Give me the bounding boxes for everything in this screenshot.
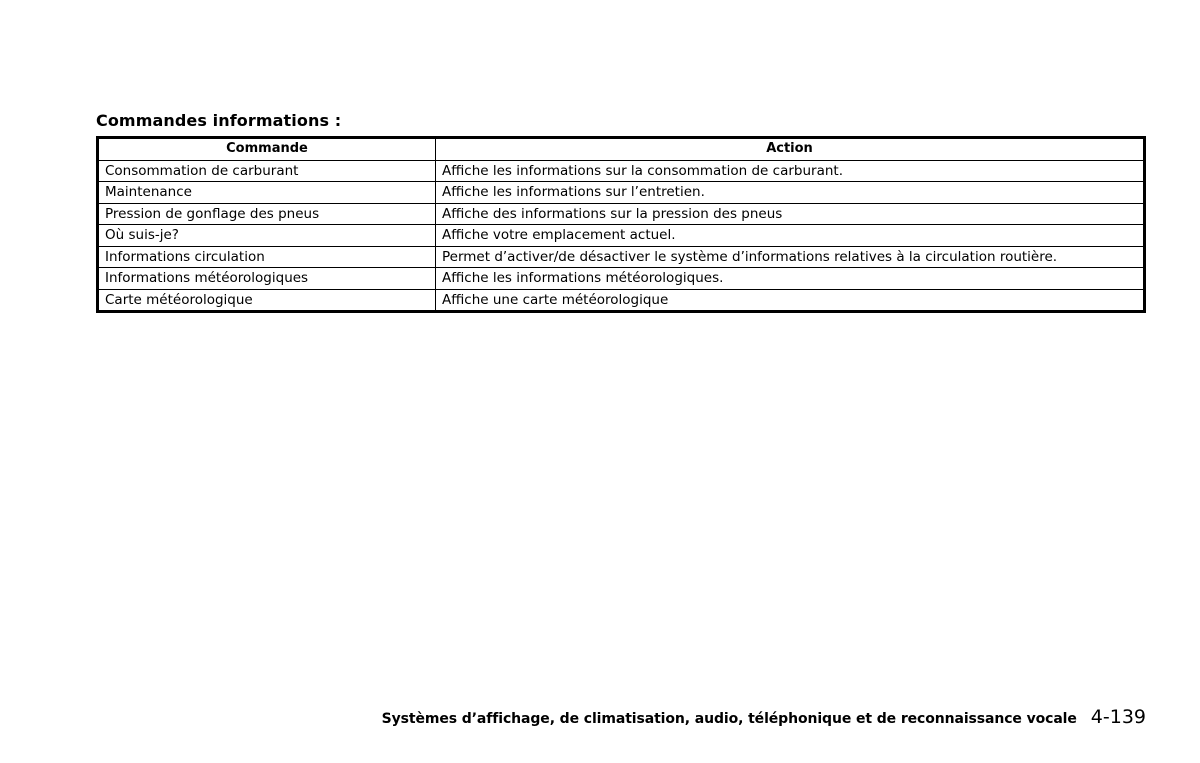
page-footer bbox=[382, 706, 1146, 728]
commands-table bbox=[96, 136, 1146, 313]
cell-action: Affiche des informations sur la pression des pneus bbox=[436, 203, 1145, 225]
table-header-row bbox=[98, 138, 1145, 161]
cell-commande: Carte météorologique bbox=[98, 289, 436, 312]
cell-action: Affiche une carte météorologique bbox=[436, 289, 1145, 312]
cell-commande: Informations circulation bbox=[98, 246, 436, 268]
table-row bbox=[98, 182, 1145, 204]
table-row bbox=[98, 225, 1145, 247]
cell-action: Permet d’activer/de désactiver le système d’informations relatives à la circulation routière. bbox=[436, 246, 1145, 268]
chapter-title: Systèmes d’affichage, de climatisation, audio, téléphonique et de reconnaissance vocale bbox=[381, 711, 1077, 727]
cell-action: Affiche les informations sur l’entretien. bbox=[436, 182, 1145, 204]
page-number: 4-139 bbox=[1090, 706, 1146, 728]
cell-action: Affiche votre emplacement actuel. bbox=[436, 225, 1145, 247]
table-row bbox=[98, 160, 1145, 182]
table-row bbox=[98, 289, 1145, 312]
table-row bbox=[98, 203, 1145, 225]
cell-commande: Où suis-je? bbox=[98, 225, 436, 247]
cell-action: Affiche les informations météorologiques. bbox=[436, 268, 1145, 290]
cell-commande: Informations météorologiques bbox=[98, 268, 436, 290]
cell-action: Affiche les informations sur la consommation de carburant. bbox=[436, 160, 1145, 182]
section-title: Commandes informations : bbox=[96, 111, 342, 130]
column-header-action: Action bbox=[436, 138, 1145, 161]
cell-commande: Consommation de carburant bbox=[98, 160, 436, 182]
cell-commande: Pression de gonflage des pneus bbox=[98, 203, 436, 225]
table-row bbox=[98, 246, 1145, 268]
column-header-commande: Commande bbox=[98, 138, 436, 161]
cell-commande: Maintenance bbox=[98, 182, 436, 204]
table-row bbox=[98, 268, 1145, 290]
